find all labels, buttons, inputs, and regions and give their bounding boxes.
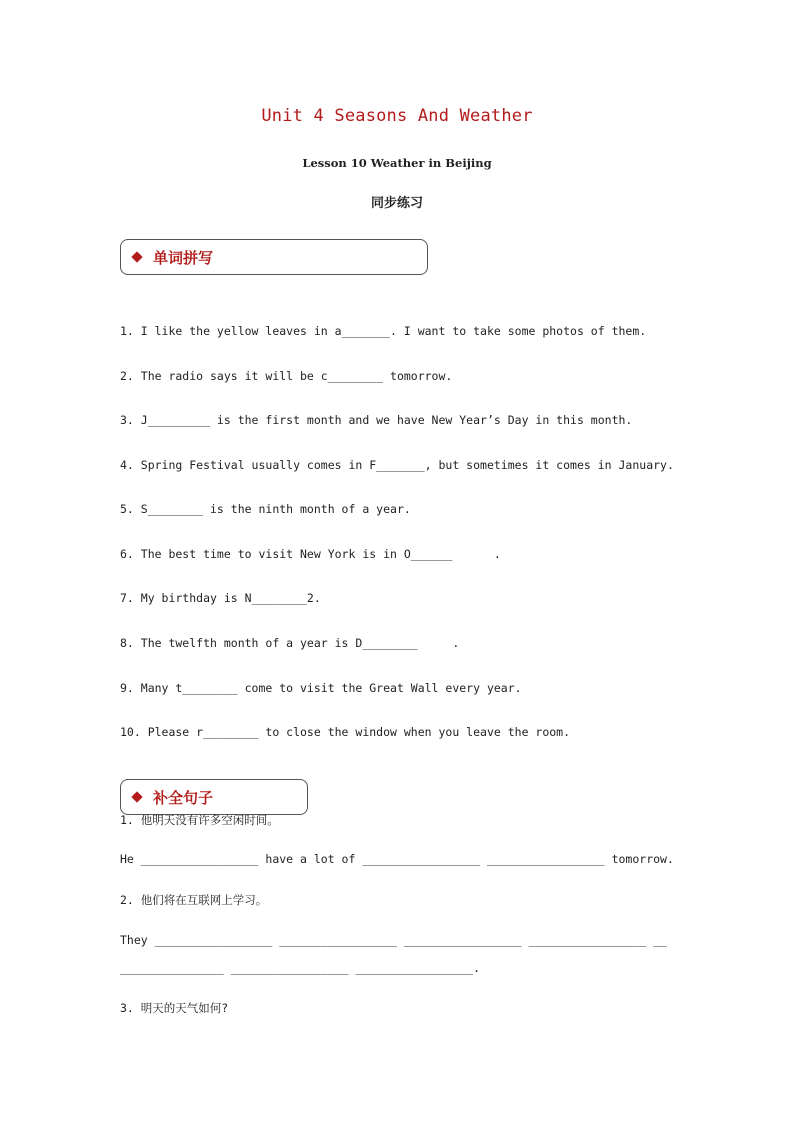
question-9: 9. Many t________ come to visit the Great Wall every year. [120, 681, 522, 695]
sentence-2-answer-line1: They _________________ _________________ _________________ _________________ __ [120, 933, 667, 947]
sentence-2-prompt: 2. 他们将在互联网上学习。 [120, 893, 268, 907]
question-1: 1. I like the yellow leaves in a_______. I want to take some photos of them. [120, 324, 647, 338]
sentence-1-answer: He _________________ have a lot of _________________ _________________ tomorrow. [120, 852, 674, 866]
question-3: 3. J_________ is the first month and we have New Year’s Day in this month. [120, 413, 633, 427]
section-header-spelling [120, 239, 428, 275]
question-7: 7. My birthday is N________2. [120, 591, 321, 605]
question-2: 2. The radio says it will be c________ tomorrow. [120, 369, 453, 383]
section-label: 补全句子 [153, 788, 214, 807]
question-4: 4. Spring Festival usually comes in F_______, but sometimes it comes in January. [120, 458, 674, 472]
page-title: Unit 4 Seasons And Weather [261, 106, 533, 126]
question-5: 5. S________ is the ninth month of a year. [120, 502, 411, 516]
lesson-title: Lesson 10 Weather in Beijing [302, 156, 492, 170]
diamond-icon [131, 791, 142, 802]
exercise-subtitle: 同步练习 [370, 196, 423, 211]
question-8: 8. The twelfth month of a year is D________ . [120, 636, 460, 650]
box-shadow [295, 806, 321, 820]
box-shadow [415, 266, 441, 280]
section-header-complete-sentences [120, 779, 308, 815]
question-6: 6. The best time to visit New York is in O______ . [120, 547, 501, 561]
diamond-icon [131, 251, 142, 262]
sentence-3-prompt: 3. 明天的天气如何? [120, 1001, 229, 1015]
question-10: 10. Please r________ to close the window when you leave the room. [120, 725, 571, 739]
section-label: 单词拼写 [153, 248, 214, 267]
sentence-2-answer-line2: _______________ _________________ _________________. [120, 961, 481, 975]
sentence-1-prompt: 1. 他明天没有许多空闲时间。 [120, 813, 279, 827]
